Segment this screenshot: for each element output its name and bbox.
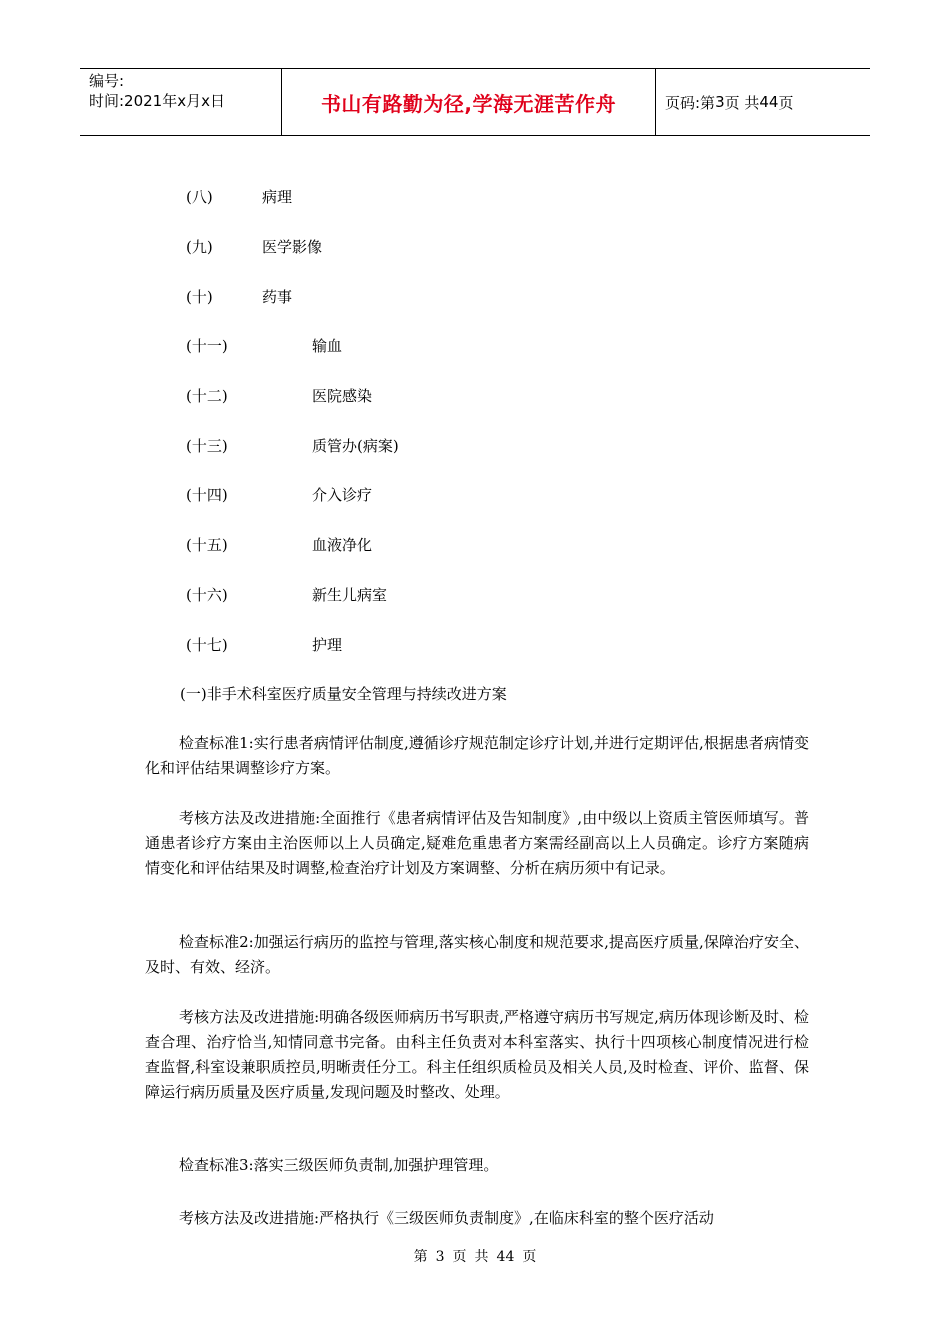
section-item [186, 237, 323, 257]
section-label: 新生儿病室 [312, 586, 388, 604]
page-prefix: 页码:第 [665, 93, 716, 112]
section-label: 病理 [262, 188, 293, 206]
section-label: 医学影像 [262, 238, 323, 256]
section-item [186, 386, 373, 406]
paragraph-method-1: 考核方法及改进措施:全面推行《患者病情评估及告知制度》,由中级以上资质主管医师填写。普通患者诊疗方案由主治医师以上人员确定,疑难危重患者方案需经副高以上人员确定。诊疗方案随病情变化和评估结果及时调整,检查治疗计划及方案调整、分析在病历须中有记录。 [145, 809, 809, 877]
page-mid: 页 共 [724, 93, 760, 112]
section-label: 质管办(病案) [312, 437, 399, 455]
section-number: (十三) [186, 437, 228, 455]
paragraph-standard-2: 检查标准2:加强运行病历的监控与管理,落实核心制度和规范要求,提高医疗质量,保障治疗安全、及时、有效、经济。 [145, 933, 809, 976]
serial-label: 编号: [89, 72, 125, 90]
header-page-indicator [665, 69, 794, 135]
footer-total: 44 [496, 1249, 515, 1265]
section-item [186, 585, 388, 605]
header-motto: 书山有路勤为径,学海无涯苦作舟 [282, 69, 656, 135]
section-number: (十一) [186, 337, 228, 355]
page-total: 44 [759, 93, 779, 111]
section-heading: (一)非手术科室医疗质量安全管理与持续改进方案 [180, 685, 507, 703]
page-suffix: 页 [778, 93, 794, 112]
section-number: (八) [186, 188, 213, 206]
page-number: 3 [715, 93, 725, 111]
section-number: (十四) [186, 486, 228, 504]
footer-page-word: 页 [452, 1249, 467, 1265]
section-label: 介入诊疗 [312, 486, 373, 504]
section-number: (十) [186, 288, 213, 306]
section-number: (九) [186, 238, 213, 256]
page-footer [0, 1246, 950, 1266]
section-item [186, 436, 399, 456]
paragraph-method-2: 考核方法及改进措施:明确各级医师病历书写职责,严格遵守病历书写规定,病历体现诊断及时、检查合理、治疗恰当,知情同意书完备。由科主任负责对本科室落实、执行十四项核心制度情况进行检查监督,科室设兼职质控员,明晰责任分工。科主任组织质检员及相关人员,及时检查、评价、监督、保障运行病历质量及医疗质量,发现问题及时整改、处理。 [145, 1008, 809, 1101]
section-number: (十二) [186, 387, 228, 405]
section-item [186, 535, 373, 555]
footer-page-number: 3 [435, 1249, 445, 1265]
section-item [186, 635, 343, 655]
section-number: (十五) [186, 536, 228, 554]
time-label: 时间:2021年x月x日 [89, 92, 225, 110]
section-item [186, 336, 343, 356]
footer-total-word: 共 [474, 1249, 489, 1265]
footer-prefix: 第 [413, 1249, 428, 1265]
page-header [80, 68, 870, 136]
section-item [186, 485, 373, 505]
header-meta [80, 69, 282, 135]
section-label: 医院感染 [312, 387, 373, 405]
section-label: 血液净化 [312, 536, 373, 554]
paragraph-standard-3: 检查标准3:落实三级医师负责制,加强护理管理。 [179, 1156, 499, 1174]
paragraph-standard-1: 检查标准1:实行患者病情评估制度,遵循诊疗规范制定诊疗计划,并进行定期评估,根据患者病情变化和评估结果调整诊疗方案。 [145, 734, 809, 777]
section-label: 输血 [312, 337, 343, 355]
section-label: 护理 [312, 636, 343, 654]
paragraph-method-3: 考核方法及改进措施:严格执行《三级医师负责制度》,在临床科室的整个医疗活动 [179, 1209, 714, 1227]
footer-suffix: 页 [522, 1249, 537, 1265]
section-label: 药事 [262, 288, 293, 306]
section-number: (十六) [186, 586, 228, 604]
section-number: (十七) [186, 636, 228, 654]
section-item [186, 287, 293, 307]
section-item [186, 187, 293, 207]
